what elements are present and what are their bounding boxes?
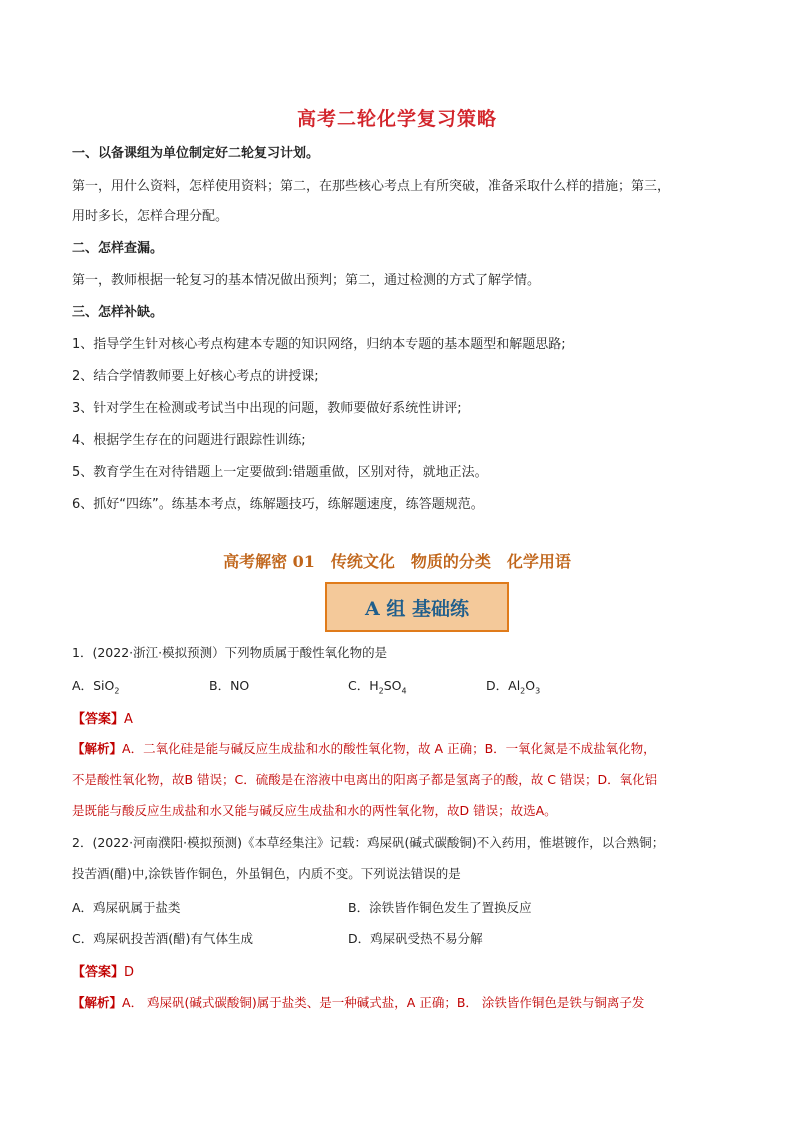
list-item-5: 5、教育学生在对待错题上一定要做到:错题重做，区别对待，就地正法。 — [72, 465, 488, 480]
question-1-option-c: C．$H_2SO_4$ — [348, 678, 407, 696]
list-item-3: 3、针对学生在检测或考试当中出现的问题，教师要做好系统性讲评; — [72, 401, 462, 416]
heading-1: 一、以备课组为单位制定好二轮复习计划。 — [72, 146, 320, 161]
list-item-1: 1、指导学生针对核心考点构建本专题的知识网络，归纳本专题的基本题型和解题思路; — [72, 337, 566, 352]
paragraph-1b: 用时多长，怎样合理分配。 — [72, 209, 229, 224]
question-1-option-a: A．SiO$_2$ — [72, 678, 120, 696]
question-1-option-b: B．NO — [209, 678, 250, 693]
group-box-label: A 组 基础练 — [365, 597, 469, 620]
heading-3: 三、怎样补缺。 — [72, 305, 164, 320]
question-2-stem-2: 投苦酒(醋)中,涂铁皆作铜色，外虽铜色，内质不变。下列说法错误的是 — [72, 866, 461, 881]
question-1-answer: 【答案】A — [72, 712, 133, 727]
heading-2: 二、怎样查漏。 — [72, 241, 164, 256]
group-box — [325, 582, 509, 632]
paragraph-2: 第一，教师根据一轮复习的基本情况做出预判；第二，通过检测的方式了解学情。 — [72, 273, 541, 288]
question-1-explanation-3: 是既能与酸反应生成盐和水又能与碱反应生成盐和水的两性氧化物，故D 错误；故选A。 — [72, 803, 557, 818]
section-title: 高考解密 01 传统文化 物质的分类 化学用语 — [223, 552, 571, 571]
question-1-stem: 1．(2022·浙江·模拟预测）下列物质属于酸性氧化物的是 — [72, 645, 388, 660]
question-2-option-d: D．鸡屎矾受热不易分解 — [348, 931, 483, 946]
list-item-4: 4、根据学生存在的问题进行跟踪性训练; — [72, 433, 306, 448]
question-2-option-c: C．鸡屎矾投苦酒(醋)有气体生成 — [72, 931, 253, 946]
list-item-6: 6、抓好“四练”。练基本考点，练解题技巧，练解题速度，练答题规范。 — [72, 497, 484, 512]
list-item-2: 2、结合学情教师要上好核心考点的讲授课; — [72, 369, 319, 384]
question-1-option-d: D．$Al_2O_3$ — [486, 678, 541, 696]
question-2-answer: 【答案】D — [72, 965, 135, 980]
question-2-stem-1: 2．(2022·河南濮阳·模拟预测)《本草经集注》记载：鸡屎矾(碱式碳酸铜)不入药用，惟堪镀作，以合熟铜； — [72, 835, 665, 850]
page-title: 高考二轮化学复习策略 — [296, 108, 497, 130]
question-2-option-b: B．涂铁皆作铜色发生了置换反应 — [348, 900, 532, 915]
paragraph-1a: 第一，用什么资料，怎样使用资料；第二，在那些核心考点上有所突破，准备采取什么样的措施；第三， — [72, 179, 671, 194]
question-1-explanation-2: 不是酸性氧化物，故B 错误；C．硫酸是在溶液中电离出的阳离子都是氢离子的酸，故 C 错误；D．氧化铝 — [72, 772, 658, 787]
question-2-option-a: A．鸡屎矾属于盐类 — [72, 900, 181, 915]
question-1-explanation-1: 【解析】A．二氧化硅是能与碱反应生成盐和水的酸性氧化物，故 A 正确；B．一氧化氮是不成盐氧化物， — [72, 741, 656, 756]
question-2-explanation-1: 【解析】A． 鸡屎矾(碱式碳酸铜)属于盐类、是一种碱式盐，A 正确；B． 涂铁皆作铜色是铁与铜离子发 — [72, 995, 645, 1010]
